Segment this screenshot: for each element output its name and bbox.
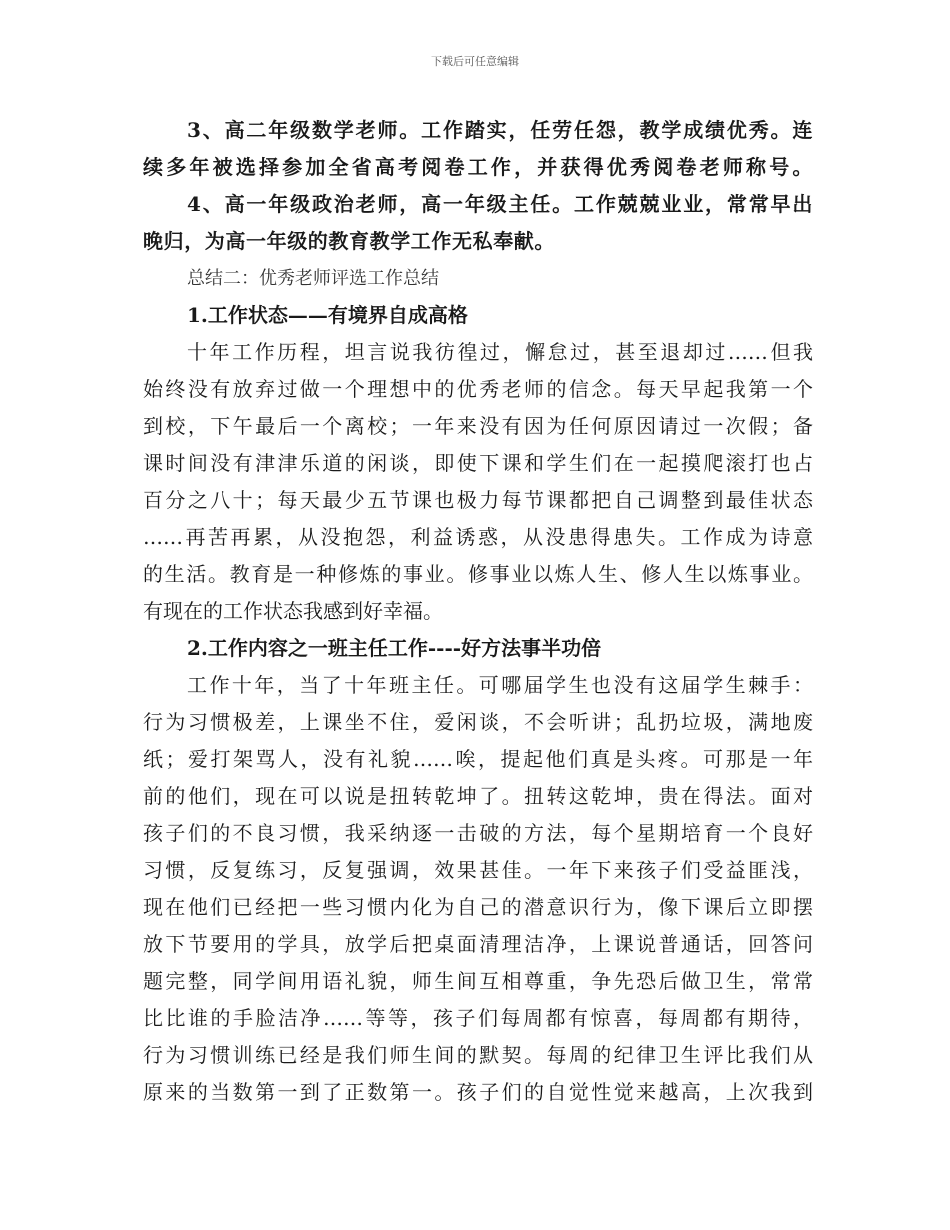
paragraph-line: 续多年被选择参加全省高考阅卷工作，并获得优秀阅卷老师称号。 <box>143 155 813 179</box>
paragraph-line: 原来的当数第一到了正数第一。孩子们的自觉性觉来越高，上次我到 <box>143 1080 813 1104</box>
paragraph-line: 纸；爱打架骂人，没有礼貌……唉，提起他们真是头疼。可那是一年 <box>143 747 813 771</box>
paragraph-line: ……再苦再累，从没抱怨，利益诱惑，从没患得患失。工作成为诗意 <box>143 525 813 549</box>
paragraph-line: 的生活。教育是一种修炼的事业。修事业以炼人生、修人生以炼事业。 <box>143 562 813 586</box>
paragraph-line: 孩子们的不良习惯，我采纳逐一击破的方法，每个星期培育一个良好 <box>143 821 813 845</box>
section-heading: 2.工作内容之一班主任工作----好方法事半功倍 <box>187 636 602 660</box>
paragraph-line: 工作十年，当了十年班主任。可哪届学生也没有这届学生棘手： <box>187 673 813 697</box>
paragraph-line: 始终没有放弃过做一个理想中的优秀老师的信念。每天早起我第一个 <box>143 377 813 401</box>
paragraph-line: 到校，下午最后一个离校；一年来没有因为任何原因请过一次假；备 <box>143 414 813 438</box>
paragraph-line: 行为习惯极差，上课坐不住，爱闲谈，不会听讲；乱扔垃圾，满地废 <box>143 710 813 734</box>
paragraph-line: 有现在的工作状态我感到好幸福。 <box>143 599 443 623</box>
paragraph-line: 课时间没有津津乐道的闲谈，即使下课和学生们在一起摸爬滚打也占 <box>143 451 813 475</box>
paragraph-line: 晚归，为高一年级的教育教学工作无私奉献。 <box>143 229 555 253</box>
paragraph-line: 百分之八十；每天最少五节课也极力每节课都把自己调整到最佳状态 <box>143 488 813 512</box>
paragraph-line: 比比谁的手脸洁净……等等，孩子们每周都有惊喜，每周都有期待， <box>143 1006 813 1030</box>
section-heading: 1.工作状态——有境界自成高格 <box>187 303 468 327</box>
paragraph-line: 前的他们，现在可以说是扭转乾坤了。扭转这乾坤，贵在得法。面对 <box>143 784 813 808</box>
paragraph-line: 十年工作历程，坦言说我彷徨过，懈怠过，甚至退却过……但我 <box>187 340 813 364</box>
document-body <box>143 112 813 1111</box>
paragraph-line: 3、高二年级数学老师。工作踏实，任劳任怨，教学成绩优秀。连 <box>187 118 813 142</box>
paragraph-line: 行为习惯训练已经是我们师生间的默契。每周的纪律卫生评比我们从 <box>143 1043 813 1067</box>
paragraph-line: 题完整，同学间用语礼貌，师生间互相尊重，争先恐后做卫生，常常 <box>143 969 813 993</box>
paragraph-line: 放下节要用的学具，放学后把桌面清理洁净，上课说普通话，回答问 <box>143 932 813 956</box>
section-subtitle: 总结二：优秀老师评选工作总结 <box>187 268 439 289</box>
page-header: 下载后可任意编辑 <box>431 55 519 68</box>
paragraph-line: 现在他们已经把一些习惯内化为自己的潜意识行为，像下课后立即摆 <box>143 895 813 919</box>
paragraph-line: 4、高一年级政治老师，高一年级主任。工作兢兢业业，常常早出 <box>187 192 813 216</box>
paragraph-line: 习惯，反复练习，反复强调，效果甚佳。一年下来孩子们受益匪浅， <box>143 858 813 882</box>
